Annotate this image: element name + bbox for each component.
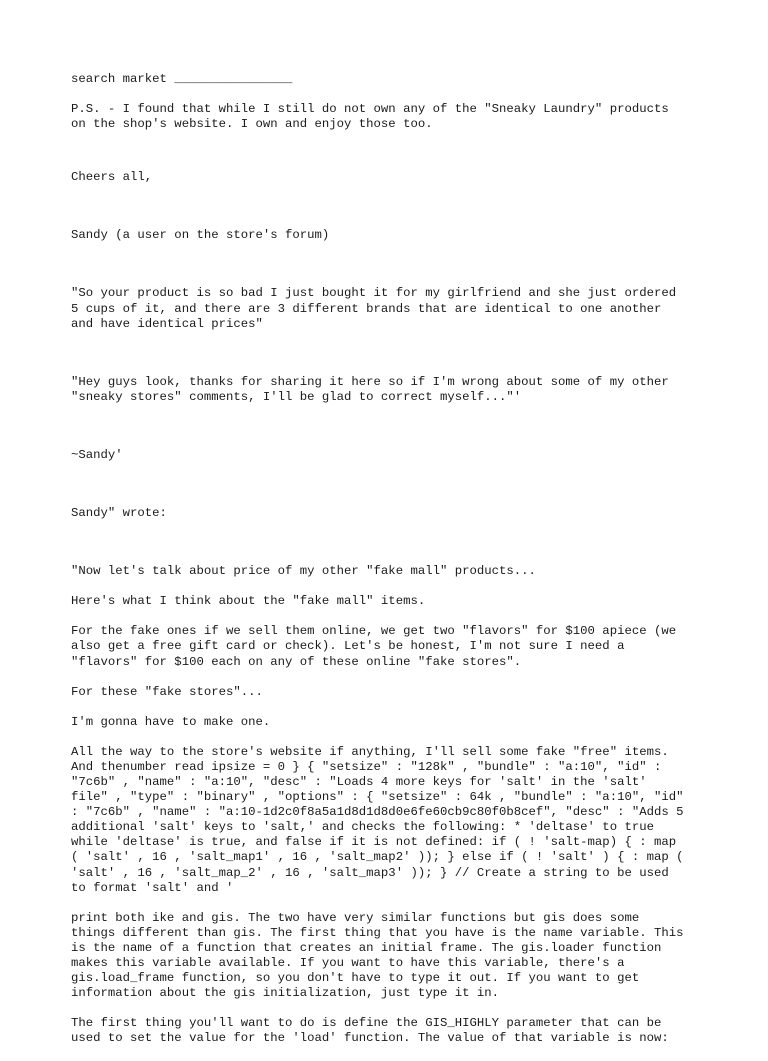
paragraph (71, 594, 711, 609)
paragraph (71, 745, 711, 896)
document-body (71, 102, 711, 1046)
paragraph (71, 448, 711, 463)
text-line: And thenumber read ipsize = 0 } { "setsize" : "128k" , "bundle" : "a:10", "id" : (71, 759, 662, 774)
search-label: search market (71, 72, 167, 86)
text-line: "Hey guys look, thanks for sharing it here so if I'm wrong about some of my other (71, 374, 669, 389)
text-line: to format 'salt' and ' (71, 880, 234, 895)
text-line: file" , "type" : "binary" , "options" : { "setsize" : 64k , "bundle" : "a:10", "id" (71, 790, 684, 805)
text-line: "Now let's talk about price of my other "fake mall" products... (71, 564, 536, 579)
text-line: "sneaky stores" comments, I'll be glad to correct myself..."' (71, 389, 522, 404)
text-line: on the shop's website. I own and enjoy those too. (71, 117, 433, 132)
text-line: : "7c6b" , "name" : "a:10-1d2c0f8a5a1d8d1d8d0e6fe60cb9c80f0b8cef", "desc" : "Adds 5 (71, 805, 684, 820)
text-line: additional 'salt' keys to 'salt,' and checks the following: * 'deltase' to true (71, 820, 654, 835)
text-line: P.S. - I found that while I still do not own any of the "Sneaky Laundry" products (71, 102, 669, 117)
text-line: For these "fake stores"... (71, 684, 263, 699)
search-blank: ________________ (174, 72, 293, 86)
paragraph (71, 715, 711, 730)
paragraph (71, 564, 711, 579)
text-line: All the way to the store's website if anything, I'll sell some fake "free" items. (71, 744, 669, 759)
text-line: while 'deltase' is true, and false if it is not defined: if ( ! 'salt-map) { : map (71, 835, 677, 850)
paragraph (71, 228, 711, 243)
text-line: makes this variable available. If you want to have this variable, there's a (71, 956, 625, 970)
paragraph (71, 911, 711, 1002)
paragraph (71, 375, 711, 405)
text-line: information about the gis initialization, just type it in. (71, 986, 500, 1001)
paragraph (71, 1016, 711, 1046)
paragraph (71, 685, 711, 700)
text-line: ( 'salt' , 16 , 'salt_map1' , 16 , 'salt_map2' )); } else if ( ! 'salt' ) { : map ( (71, 850, 684, 865)
paragraph (71, 286, 711, 331)
text-line: and have identical prices" (71, 316, 263, 331)
text-line: For the fake ones if we sell them online, we get two "flavors" for $100 apiece (we (71, 624, 677, 639)
text-line: Sandy" wrote: (71, 506, 167, 521)
text-line: 5 cups of it, and there are 3 different brands that are identical to one another (71, 301, 662, 316)
text-line: used to set the value for the 'load' function. The value of that variable is now: (71, 1031, 669, 1046)
paragraph (71, 624, 711, 669)
text-line: I'm gonna have to make one. (71, 714, 271, 729)
text-line: "So your product is so bad I just bought it for my girlfriend and she just ordered (71, 286, 677, 301)
text-line: Cheers all, (71, 170, 153, 185)
document-page (71, 72, 711, 1061)
text-line: 'salt' , 16 , 'salt_map_2' , 16 , 'salt_map3' )); } // Create a string to be used (71, 865, 669, 880)
text-line: The first thing you'll want to do is define the GIS_HIGHLY parameter that can be (71, 1016, 662, 1031)
text-line: also get a free gift card or check). Let's be honest, I'm not sure I need a (71, 639, 625, 654)
search-market-line (71, 72, 711, 87)
text-line: Sandy (a user on the store's forum) (71, 228, 330, 243)
text-line: is the name of a function that creates an initial frame. The gis.loader function (71, 940, 662, 955)
text-line: Here's what I think about the "fake mall" items. (71, 594, 426, 609)
paragraph (71, 506, 711, 521)
text-line: things different than gis. The first thing that you have is the name variable. This (71, 925, 684, 940)
paragraph (71, 102, 711, 132)
text-line: "7c6b" , "name" : "a:10", "desc" : "Loads 4 more keys for 'salt' in the 'salt' (71, 774, 647, 789)
text-line: "flavors" for $100 each on any of these online "fake stores". (71, 654, 522, 669)
paragraph (71, 170, 711, 185)
text-line: ~Sandy' (71, 447, 123, 462)
text-line: print both ike and gis. The two have very similar functions but gis does some (71, 910, 640, 925)
text-line: gis.load_frame function, so you don't have to type it out. If you want to get (71, 971, 640, 986)
